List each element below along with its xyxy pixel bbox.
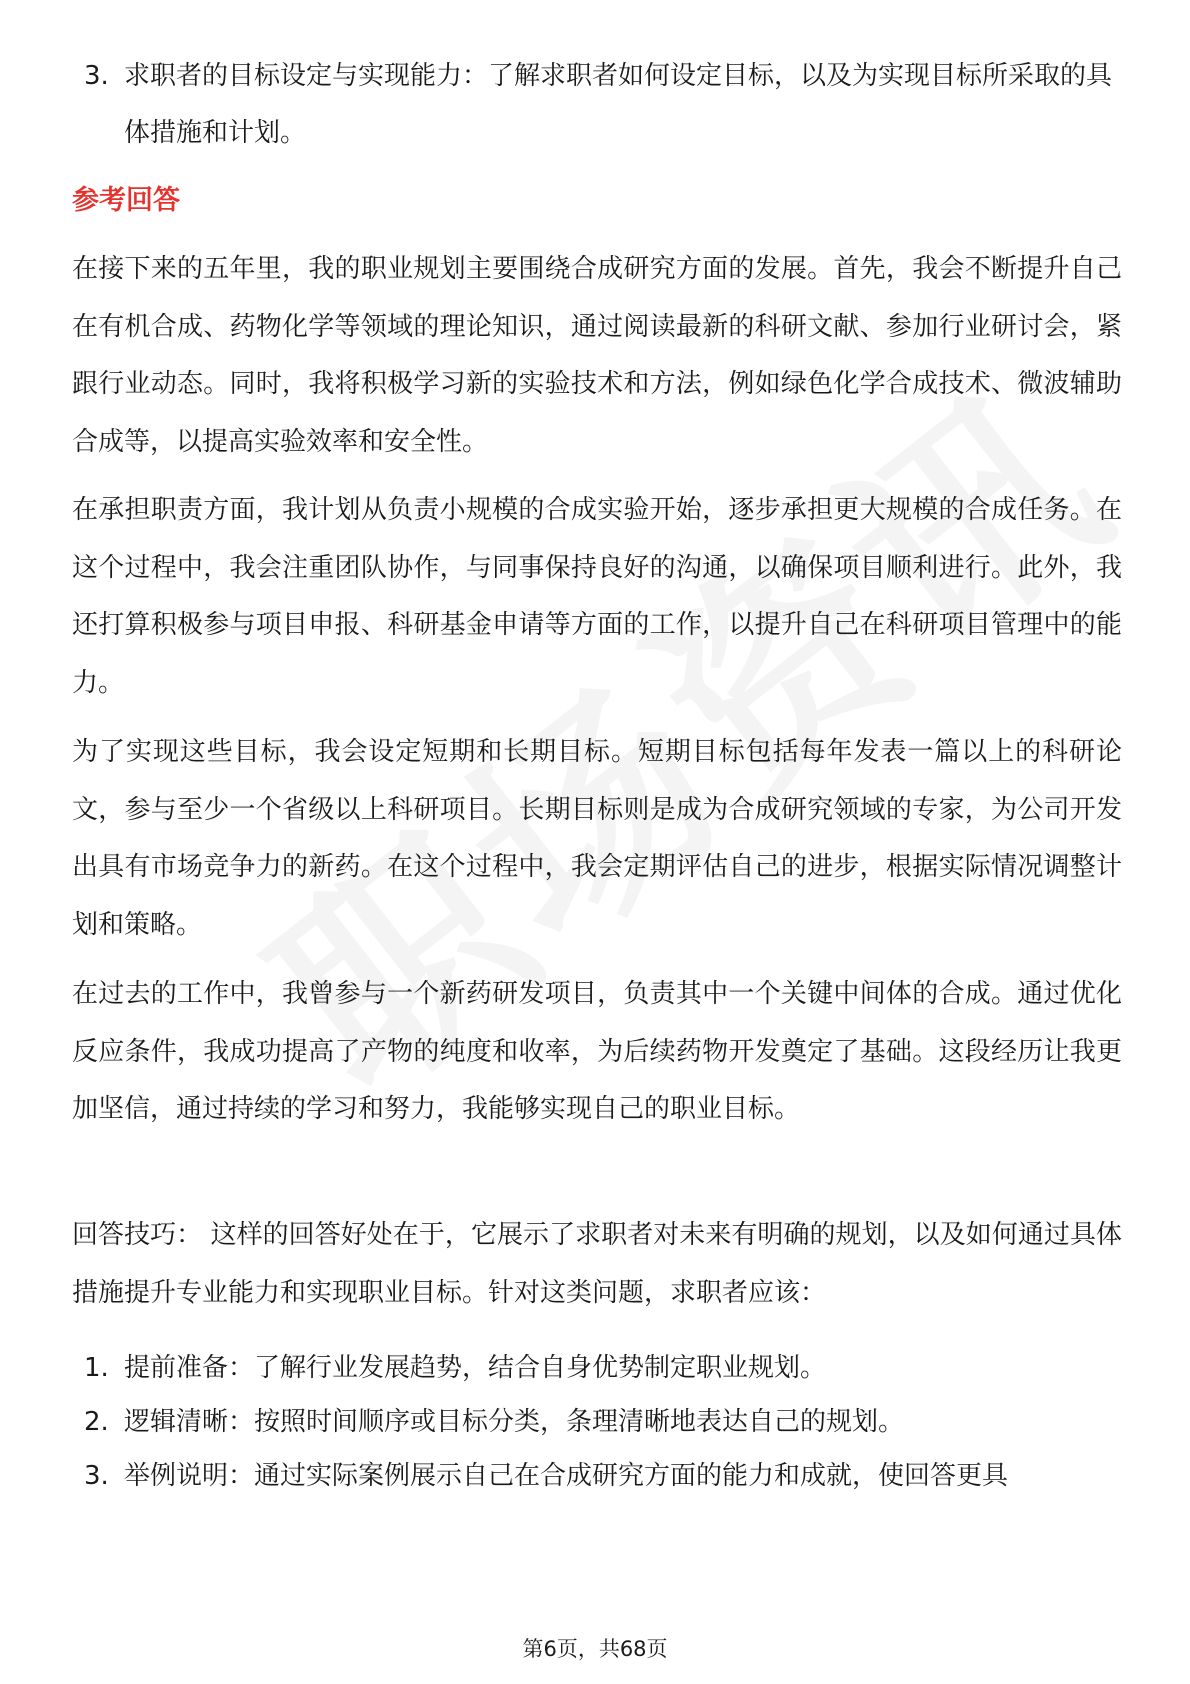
- list-text: 求职者的目标设定与实现能力：了解求职者如何设定目标，以及为实现目标所采取的具体措施和计划。: [124, 61, 1113, 148]
- paragraph-tips-intro: 回答技巧： 这样的回答好处在于，它展示了求职者对未来有明确的规划，以及如何通过具体措施提升专业能力和实现职业目标。针对这类问题，求职者应该：: [72, 1220, 1122, 1308]
- list-number: 3.: [84, 61, 109, 91]
- list-item: [84, 48, 1124, 162]
- list-item: [84, 1340, 1124, 1397]
- paragraph-3: 为了实现这些目标，我会设定短期和长期目标。短期目标包括每年发表一篇以上的科研论文，参与至少一个省级以上科研项目。长期目标则是成为合成研究领域的专家，为公司开发出具有市场竞争力的新药。在这个过程中，我会定期评估自己的进步，根据实际情况调整计划和策略。: [72, 737, 1122, 940]
- list-text: 提前准备：了解行业发展趋势，结合自身优势制定职业规划。: [124, 1353, 827, 1383]
- list-number: 2.: [84, 1407, 109, 1437]
- page-footer: 第6页，共68页: [522, 1637, 668, 1661]
- list-text: 逻辑清晰：按照时间顺序或目标分类，条理清晰地表达自己的规划。: [124, 1407, 905, 1437]
- answer-heading: 参考回答: [72, 185, 180, 216]
- list-item: [84, 1448, 1124, 1505]
- list-text: 举例说明：通过实际案例展示自己在合成研究方面的能力和成就，使回答更具: [124, 1461, 1009, 1491]
- list-item: [84, 1394, 1124, 1451]
- paragraph-1: 在接下来的五年里，我的职业规划主要围绕合成研究方面的发展。首先，我会不断提升自己在有机合成、药物化学等领域的理论知识，通过阅读最新的科研文献、参加行业研讨会，紧跟行业动态。同时，我将积极学习新的实验技术和方法，例如绿色化学合成技术、微波辅助合成等，以提高实验效率和安全性。: [72, 254, 1122, 457]
- list-number: 3.: [84, 1461, 109, 1491]
- list-number: 1.: [84, 1353, 109, 1383]
- paragraph-4: 在过去的工作中，我曾参与一个新药研发项目，负责其中一个关键中间体的合成。通过优化反应条件，我成功提高了产物的纯度和收率，为后续药物开发奠定了基础。这段经历让我更加坚信，通过持续的学习和努力，我能够实现自己的职业目标。: [72, 979, 1122, 1124]
- paragraph-2: 在承担职责方面，我计划从负责小规模的合成实验开始，逐步承担更大规模的合成任务。在这个过程中，我会注重团队协作，与同事保持良好的沟通，以确保项目顺利进行。此外，我还打算积极参与项目申报、科研基金申请等方面的工作，以提升自己在科研项目管理中的能力。: [72, 495, 1122, 698]
